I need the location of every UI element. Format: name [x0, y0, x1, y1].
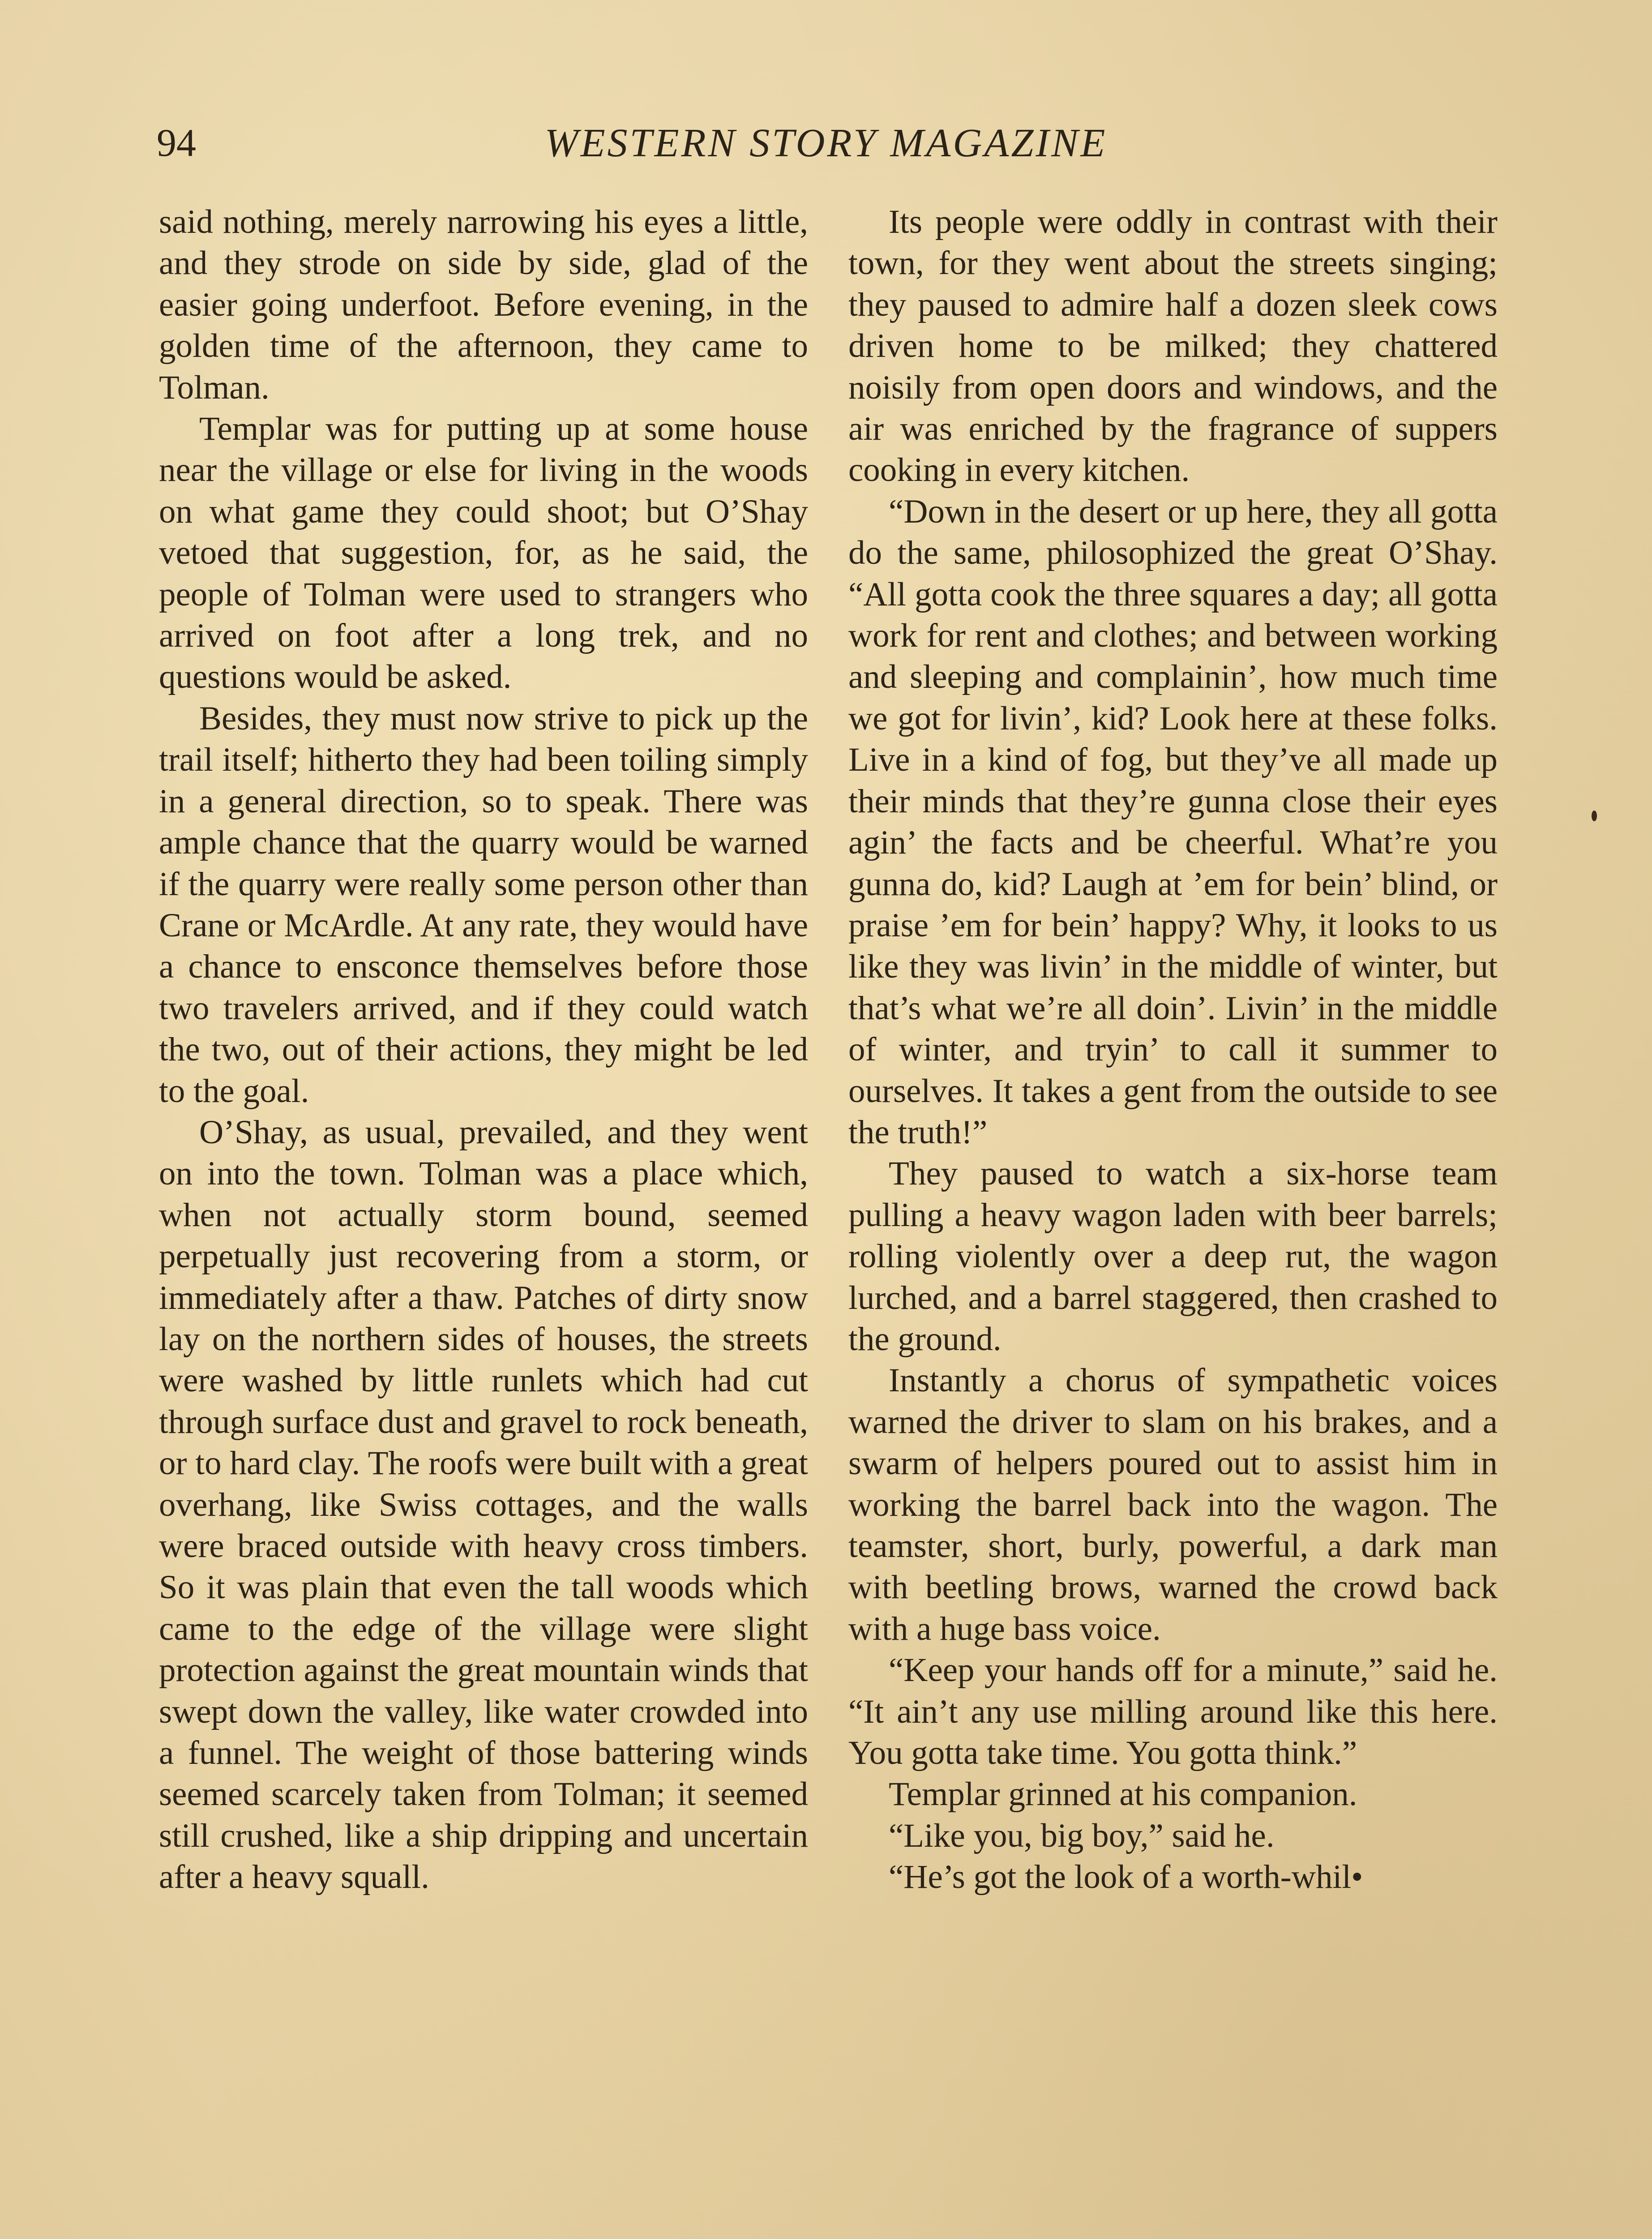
paragraph: They paused to watch a six-horse team pulling a heavy wagon laden with beer barrels; rolling violently over a deep rut, the wagon lurched, and a barrel staggered, then crashed to the ground. [848, 1155, 1498, 1358]
paragraph: “Down in the desert or up here, they all gotta do the same, philosophized the great O’Shay. “All gotta cook the three squares a day; all gotta work for rent and clothes; and between working and sleeping and complainin’, how much time we got for livin’, kid? Look here at these folks. Live in a kind of fog, but they’ve all made up their minds that they’re gunna close their eyes agin’ the facts and be cheerful. What’re you gunna do, kid? Laugh at ’em for bein’ blind, or praise ’em for bein’ happy? Why, it looks to us like they was livin’ in the middle of winter, but that’s what we’re all doin’. Livin’ in the middle of winter, and tryin’ to call it summer to ourselves. It takes a gent from the outside to see the truth!” [848, 493, 1498, 1151]
paragraph: “Keep your hands off for a minute,” said he. “It ain’t any use milling around like this here. You gotta take time. You gotta think.” [848, 1651, 1498, 1772]
paragraph: said nothing, merely narrowing his eyes a little, and they strode on side by side, glad of the easier going underfoot. Before evening, in the golden time of the afternoon, they came to Tolman. [159, 203, 808, 406]
paragraph: Besides, they must now strive to pick up the trail itself; hitherto they had been toiling simply in a general direction, so to speak. There was ample chance that the quarry would be warned if the quarry were really some person other than Crane or McArdle. At any rate, they would have a chance to ensconce themselves before those two travelers arrived, and if they could watch the two, out of their actions, they might be led to the goal. [159, 699, 808, 1110]
paragraph: “Like you, big boy,” said he. [889, 1817, 1275, 1854]
paper-speck [1592, 811, 1597, 821]
page-header [157, 114, 1495, 172]
running-title: WESTERN STORY MAGAZINE [544, 121, 1108, 165]
text-column-right [848, 202, 1498, 1898]
paragraph: Templar grinned at his companion. [889, 1776, 1357, 1813]
paragraph: O’Shay, as usual, prevailed, and they went on into the town. Tolman was a place which, when not actually storm bound, seemed perpetually just recovering from a storm, or immediately after a thaw. Patches of dirty snow lay on the northern sides of houses, the streets were washed by little runlets which had cut through surface dust and gravel to rock beneath, or to hard clay. The roofs were built with a great overhang, like Swiss cottages, and the walls were braced outside with heavy cross timbers. So it was plain that even the tall woods which came to the edge of the village were slight protection against the great mountain winds that swept down the valley, like water crowded into a funnel. The weight of those battering winds seemed scarcely taken from Tolman; it seemed still crushed, like a ship dripping and uncertain after a heavy squall. [159, 1113, 808, 1896]
page-number: 94 [157, 121, 196, 165]
paragraph: Its people were oddly in contrast with their town, for they went about the streets singing; they paused to admire half a dozen sleek cows driven home to be milked; they chattered noisily from open doors and windows, and the air was enriched by the fragrance of suppers cooking in every kitchen. [848, 203, 1498, 489]
text-column-left [159, 202, 808, 1898]
paragraph: Templar was for putting up at some house near the village or else for living in the woods on what game they could shoot; but O’Shay vetoed that suggestion, for, as he said, the people of Tolman were used to strangers who arrived on foot after a long trek, and no questions would be asked. [159, 410, 808, 696]
paragraph: Instantly a chorus of sympathetic voices warned the driver to slam on his brakes, and a swarm of helpers poured out to assist him in working the barrel back into the wagon. The teamster, short, burly, powerful, a dark man with beetling brows, warned the crowd back with a huge bass voice. [848, 1362, 1498, 1647]
paragraph: “He’s got the look of a worth-whil• [889, 1858, 1363, 1896]
